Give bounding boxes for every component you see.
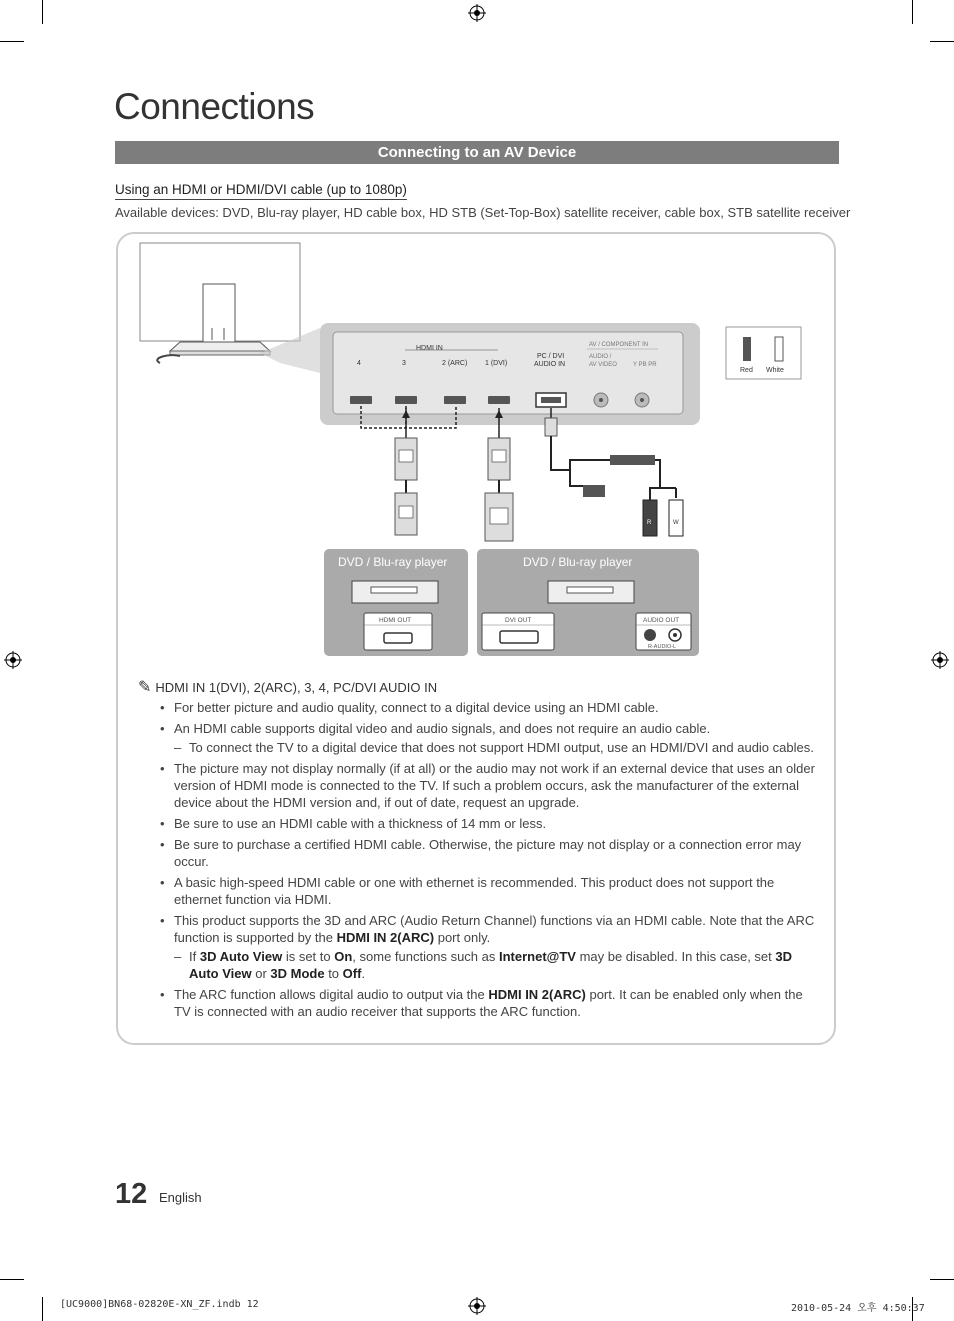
ypbpr-label: Y PB PR: [633, 362, 657, 368]
device-right-label: DVD / Blu-ray player: [523, 555, 633, 569]
list-subitem: – To connect the TV to a digital device that does not support HDMI output, use an HDMI/DVI and audio cables.: [160, 739, 822, 756]
registration-mark-icon: [468, 4, 486, 22]
audio-slash-label: AUDIO /: [589, 354, 612, 360]
notes-list: [160, 699, 822, 1024]
connection-diagram: [130, 238, 840, 663]
registration-mark-icon: [4, 651, 22, 669]
tv-illustration: [140, 243, 320, 373]
av-component-label: AV / COMPONENT IN: [589, 342, 649, 348]
hdmi-in-label: HDMI IN: [416, 345, 443, 352]
registration-mark-icon: [468, 1297, 486, 1315]
crop-mark: [0, 1279, 24, 1280]
section-header: Connecting to an AV Device: [115, 141, 839, 164]
page-number: 12: [115, 1178, 148, 1210]
port-2-label: 2 (ARC): [442, 360, 468, 367]
language-label: English: [159, 1190, 202, 1205]
plug-r-label: R: [647, 520, 652, 526]
list-item: • An HDMI cable supports digital video and audio signals, and does not require an audio cable.: [160, 720, 822, 737]
plug-w-label: W: [673, 520, 679, 526]
port-4-label: 4: [357, 360, 361, 367]
crop-mark: [912, 0, 913, 24]
port-1-label: 1 (DVI): [485, 360, 508, 367]
footer-timestamp: 2010-05-24 오후 4:50:37: [791, 1303, 925, 1314]
list-item: • For better picture and audio quality, connect to a digital device using an HDMI cable.: [160, 699, 822, 716]
av-video-label: AV VIDEO: [589, 362, 617, 368]
crop-mark: [930, 1279, 954, 1280]
legend-red-label: Red: [740, 367, 753, 374]
list-item: • Be sure to use an HDMI cable with a thickness of 14 mm or less.: [160, 815, 822, 832]
crop-mark: [930, 41, 954, 42]
dvi-out-label: DVI OUT: [505, 617, 532, 624]
list-subitem: – If 3D Auto View is set to On, some functions such as Internet@TV may be disabled. In this case, set 3D Auto View or 3D Mode to Off.: [160, 948, 822, 982]
subsection-title: Using an HDMI or HDMI/DVI cable (up to 1080p): [115, 182, 407, 200]
r-audio-l-label: R-AUDIO-L: [648, 644, 677, 650]
device-left-label: DVD / Blu-ray player: [338, 555, 448, 569]
audio-out-label: AUDIO OUT: [643, 617, 680, 624]
list-item: • The ARC function allows digital audio to output via the HDMI IN 2(ARC) port. It can be enabled only when the TV is connected with an audio receiver that supports the ARC function.: [160, 986, 822, 1020]
list-item: • The picture may not display normally (if at all) or the audio may not work if an external device that uses an older version of HDMI mode is connected to the TV. If such a problem occurs, ask the manufacturer of the external device about the HDMI version and, if out of date, request an upgrade.: [160, 760, 822, 811]
crop-mark: [42, 1297, 43, 1321]
pencil-icon: ✎: [138, 679, 152, 696]
list-item: • This product supports the 3D and ARC (Audio Return Channel) functions via an HDMI cable. Note that the ARC function is supported by the HDMI IN 2(ARC) port only.: [160, 912, 822, 946]
page-title: Connections: [114, 86, 315, 127]
list-item: • A basic high-speed HDMI cable or one with ethernet is recommended. This product does not support the ethernet function via HDMI.: [160, 874, 822, 908]
footer-file-info: [UC9000]BN68-02820E-XN_ZF.indb 12: [60, 1299, 259, 1310]
pc-dvi-label: PC / DVI: [537, 353, 565, 360]
note-title: ✎ HDMI IN 1(DVI), 2(ARC), 3, 4, PC/DVI AUDIO IN: [138, 679, 438, 696]
crop-mark: [42, 0, 43, 24]
audio-in-label: AUDIO IN: [534, 361, 566, 368]
list-item: • Be sure to purchase a certified HDMI cable. Otherwise, the picture may not display or a connection error may occur.: [160, 836, 822, 870]
hdmi-out-label: HDMI OUT: [379, 617, 412, 624]
legend-white-label: White: [766, 367, 784, 374]
crop-mark: [0, 41, 24, 42]
registration-mark-icon: [931, 651, 949, 669]
available-devices-text: Available devices: DVD, Blu-ray player, HD cable box, HD STB (Set-Top-Box) satellite receiver, cable box, STB satellite receiver: [115, 205, 851, 220]
port-3-label: 3: [402, 360, 406, 367]
